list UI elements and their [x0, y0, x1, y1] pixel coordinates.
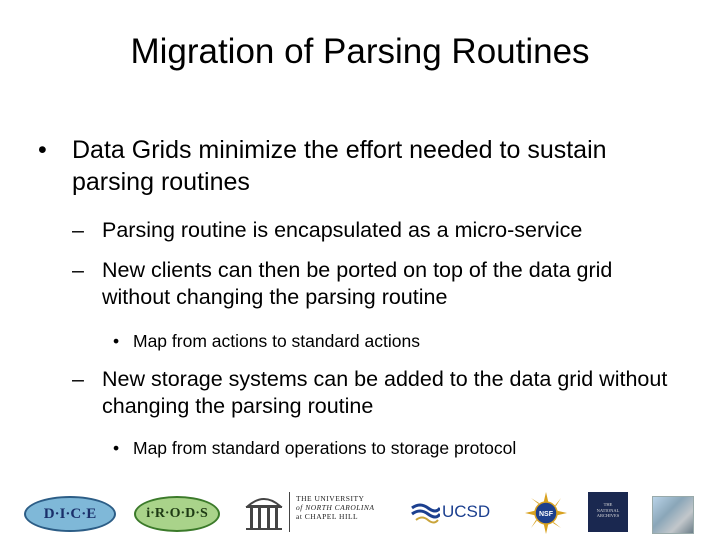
ucsd-wordmark: UCSD [442, 502, 491, 521]
irods-logo: i·R·O·D·S [134, 496, 220, 532]
ucsd-logo [410, 500, 506, 528]
bullet-text: Map from standard operations to storage protocol [133, 438, 517, 458]
bullet-marker: • [38, 136, 47, 164]
dash-marker: – [72, 367, 84, 391]
bullet-level3 [113, 330, 693, 352]
bullet-level3 [113, 437, 693, 459]
bullet-text: New clients can then be ported on top of the data grid without changing the parsing routine [102, 258, 613, 309]
dice-logo: D·I·C·E [24, 496, 116, 532]
nsf-logo [525, 492, 567, 534]
bullet-level2 [72, 366, 682, 420]
bullet-text: Map from actions to standard actions [133, 331, 420, 351]
bullet-text: Data Grids minimize the effort needed to sustain parsing routines [72, 136, 607, 196]
bullet-text: New storage systems can be added to the data grid without changing the parsing routine [102, 367, 668, 418]
thumbnail-image [652, 496, 694, 534]
wave-icon [410, 500, 440, 524]
dash-marker: – [72, 218, 84, 242]
bullet-marker: • [113, 438, 120, 458]
bullet-text: Parsing routine is encapsulated as a micro-service [102, 218, 583, 242]
unc-wordmark: THE UNIVERSITY of NORTH CAROLINA at CHAPEL HILL [296, 494, 375, 521]
bullet-marker: • [113, 331, 120, 351]
bullet-level2 [72, 257, 682, 311]
old-well-icon [242, 490, 286, 534]
slide-title: Migration of Parsing Routines [130, 32, 590, 71]
dash-marker: – [72, 258, 84, 282]
bullet-level2 [72, 217, 682, 244]
bullet-level1 [38, 134, 678, 198]
divider [289, 492, 290, 532]
logo-strip [0, 488, 720, 536]
unc-logo [242, 490, 402, 534]
svg-text:NSF: NSF [539, 511, 553, 518]
national-archives-logo: THE NATIONAL ARCHIVES [588, 492, 628, 532]
nsf-seal-icon [525, 492, 567, 534]
